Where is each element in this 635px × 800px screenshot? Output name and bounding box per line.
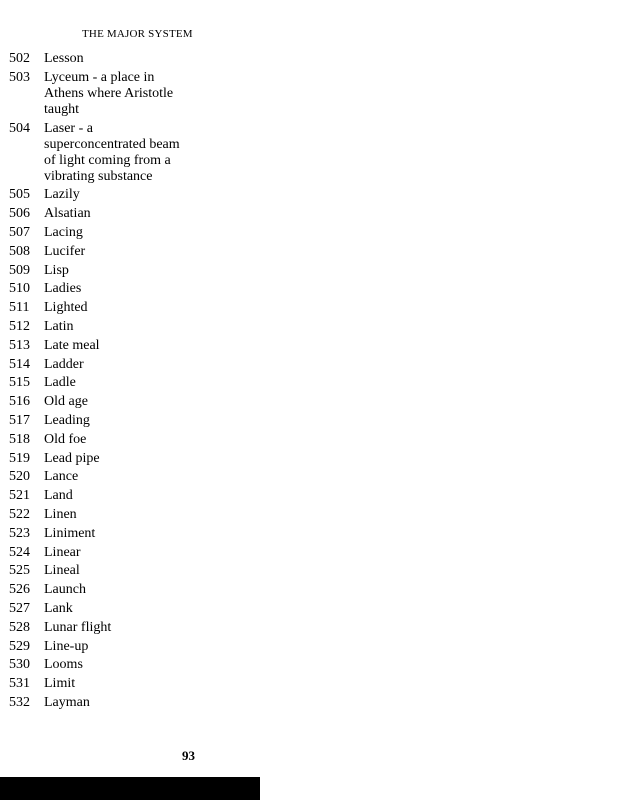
list-item — [9, 300, 249, 319]
entry-number: 510 — [9, 281, 30, 297]
list-item — [9, 394, 249, 413]
entry-number: 522 — [9, 506, 30, 522]
entry-word: Lead pipe — [44, 450, 100, 466]
entry-number: 512 — [9, 318, 30, 334]
entry-number: 516 — [9, 394, 30, 410]
list-item — [9, 51, 249, 70]
entry-number: 505 — [9, 187, 30, 203]
list-item — [9, 206, 249, 225]
entry-word: Lyceum - a place in Athens where Aristotle taught — [44, 69, 174, 117]
entry-word: Lineal — [44, 563, 80, 579]
entry-word: Lank — [44, 600, 73, 616]
list-item — [9, 676, 249, 695]
entry-word: Old foe — [44, 431, 87, 447]
list-item — [9, 526, 249, 545]
list-item — [9, 70, 249, 121]
entry-word: Lance — [44, 469, 79, 485]
entry-word: Lacing — [44, 224, 83, 240]
entry-word: Late meal — [44, 337, 100, 353]
list-item — [9, 121, 249, 188]
entry-number: 523 — [9, 525, 30, 541]
list-item — [9, 244, 249, 263]
entry-number: 520 — [9, 469, 30, 485]
entry-word: Alsatian — [44, 206, 91, 222]
entry-number: 529 — [9, 638, 30, 654]
entry-word: Layman — [44, 694, 90, 710]
list-item — [9, 469, 249, 488]
list-item — [9, 413, 249, 432]
entry-word: Ladies — [44, 281, 82, 297]
entry-word: Linear — [44, 544, 81, 560]
list-item — [9, 319, 249, 338]
entry-number: 515 — [9, 375, 30, 391]
list-item — [9, 582, 249, 601]
entry-number: 511 — [9, 300, 30, 316]
entry-word: Ladle — [44, 375, 76, 391]
entry-word: Linen — [44, 506, 77, 522]
entry-number: 528 — [9, 619, 30, 635]
entry-word: Latin — [44, 318, 74, 334]
list-item — [9, 375, 249, 394]
list-item — [9, 281, 249, 300]
list-item — [9, 620, 249, 639]
entry-word: Leading — [44, 412, 90, 428]
list-item — [9, 657, 249, 676]
entry-word: Lunar flight — [44, 619, 112, 635]
list-item — [9, 338, 249, 357]
entry-word: Laser - a superconcentrated beam of light coming from a vibrating substance — [44, 120, 180, 184]
entry-word: Looms — [44, 657, 83, 673]
entry-word: Lucifer — [44, 243, 86, 259]
list-item — [9, 695, 249, 714]
entry-word: Limit — [44, 676, 76, 692]
entry-number: 518 — [9, 431, 30, 447]
entry-number: 527 — [9, 600, 30, 616]
entry-number: 519 — [9, 450, 30, 466]
entry-number: 532 — [9, 694, 30, 710]
entry-number: 503 — [9, 69, 30, 85]
entry-number: 507 — [9, 224, 30, 240]
entry-number: 517 — [9, 412, 30, 428]
entry-word: Lazily — [44, 187, 80, 203]
entry-number: 525 — [9, 563, 30, 579]
list-item — [9, 225, 249, 244]
list-item — [9, 507, 249, 526]
entry-number: 526 — [9, 582, 30, 598]
entry-number: 524 — [9, 544, 30, 560]
entry-word: Ladder — [44, 356, 84, 372]
list-item — [9, 545, 249, 564]
list-item — [9, 639, 249, 658]
entry-number: 513 — [9, 337, 30, 353]
list-item — [9, 488, 249, 507]
entry-word: Land — [44, 488, 73, 504]
scan-edge-bar — [0, 777, 260, 800]
entry-word: Liniment — [44, 525, 96, 541]
entry-number: 521 — [9, 488, 30, 504]
list-item — [9, 357, 249, 376]
list-item — [9, 451, 249, 470]
entry-word: Lesson — [44, 51, 84, 66]
entry-number: 508 — [9, 243, 30, 259]
page-number: 93 — [182, 748, 195, 763]
entry-word: Launch — [44, 582, 86, 598]
entry-number: 509 — [9, 262, 30, 278]
entry-number: 530 — [9, 657, 30, 673]
list-item — [9, 263, 249, 282]
entry-list — [9, 51, 249, 714]
entry-number: 506 — [9, 206, 30, 222]
entry-number: 514 — [9, 356, 30, 372]
entry-number: 504 — [9, 120, 30, 136]
entry-number: 502 — [9, 51, 30, 66]
entry-word: Lisp — [44, 262, 69, 278]
entry-word: Old age — [44, 394, 88, 410]
running-head: THE MAJOR SYSTEM — [82, 28, 193, 40]
list-item — [9, 432, 249, 451]
entry-word: Lighted — [44, 300, 88, 316]
entry-number: 531 — [9, 676, 30, 692]
list-item — [9, 601, 249, 620]
entry-word: Line-up — [44, 638, 89, 654]
list-item — [9, 563, 249, 582]
list-item — [9, 187, 249, 206]
